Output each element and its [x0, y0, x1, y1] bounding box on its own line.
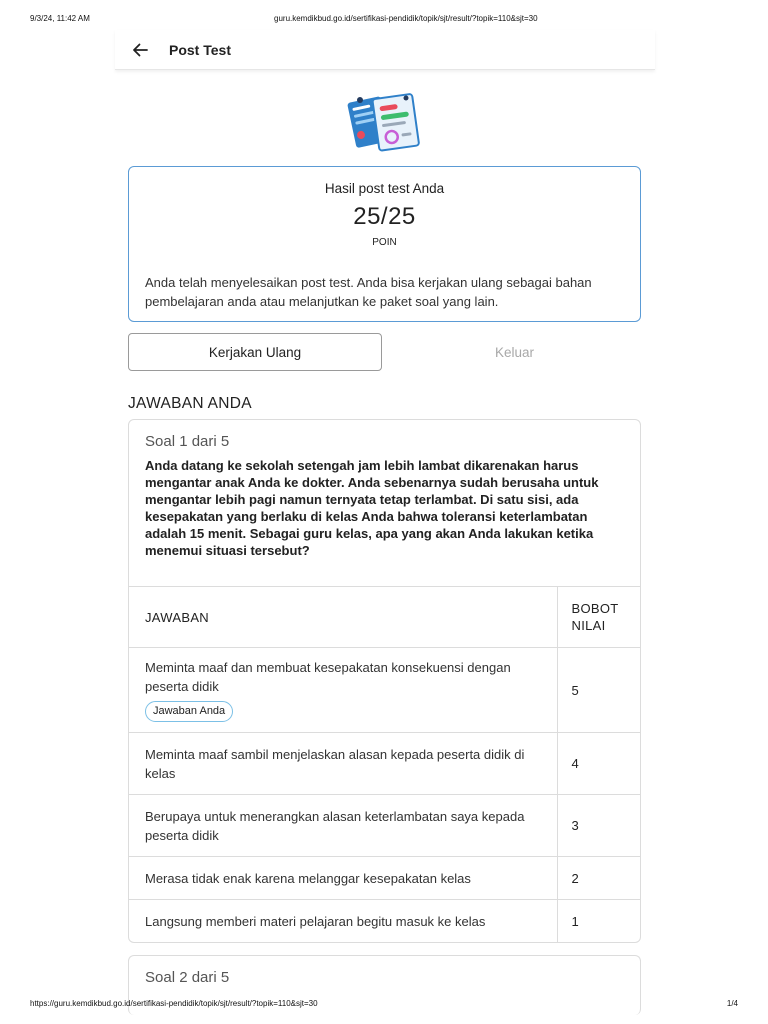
print-header: [0, 14, 768, 26]
answer-text: Meminta maaf dan membuat kesepakatan konsekuensi dengan peserta didik: [145, 660, 511, 694]
exit-button[interactable]: Keluar: [388, 333, 641, 371]
result-card: [128, 166, 641, 322]
print-header-url: guru.kemdikbud.go.id/sertifikasi-pendidik/topik/sjt/result/?topik=110&sjt=30: [274, 14, 538, 23]
question-card: [128, 419, 641, 943]
answer-score: 1: [557, 900, 640, 944]
score-header-line2: NILAI: [571, 618, 606, 633]
table-row: [129, 648, 640, 733]
page-title: Post Test: [169, 41, 231, 58]
answers-section-title: JAWABAN ANDA: [128, 395, 252, 412]
redo-button[interactable]: Kerjakan Ulang: [128, 333, 382, 371]
question-text: Anda datang ke sekolah setengah jam lebih lambat dikarenakan harus mengantar anak Anda ke dokter. Anda sebenarnya sudah berusaha untuk mengantar lebih pagi namun ternyata tetap terlambat. Di satu sisi, ada kesepakatan yang berlaku di kelas Anda bahwa toleransi keterlambatan adalah 15 menit. Sebagai guru kelas, apa yang akan Anda lakukan ketika menemui situasi tersebut?: [145, 458, 599, 558]
answer-text: Berupaya untuk menerangkan alasan keterlambatan saya kepada peserta didik: [129, 795, 557, 857]
result-title: Hasil post test Anda: [324, 181, 445, 196]
answer-score: 3: [557, 795, 640, 857]
answer-score: 2: [557, 857, 640, 900]
result-message: Anda telah menyelesaikan post test. Anda bisa kerjakan ulang sebagai bahan pembelajaran anda atau melanjutkan ke paket soal yang lain.: [145, 275, 592, 309]
table-row: [129, 900, 640, 944]
answer-score: 4: [557, 733, 640, 795]
answer-score: 5: [557, 648, 640, 733]
print-footer-url: https://guru.kemdikbud.go.id/sertifikasi-pendidik/topik/sjt/result/?topik=110&sjt=30: [30, 999, 318, 1008]
result-unit: POIN: [372, 237, 397, 248]
result-score: 25/25: [353, 203, 416, 230]
answer-table: [129, 586, 640, 943]
answer-text: Meminta maaf sambil menjelaskan alasan kepada peserta didik di kelas: [129, 733, 557, 795]
answer-cell: [129, 648, 557, 733]
question-number: Soal 2 dari 5: [145, 969, 230, 986]
score-column-header: [557, 587, 640, 648]
app-bar: [115, 30, 655, 70]
table-row: [129, 795, 640, 857]
score-header-line1: BOBOT: [571, 601, 619, 616]
arrow-left-icon: [131, 41, 149, 59]
your-answer-badge: Jawaban Anda: [145, 701, 233, 722]
print-page-number: 1/4: [726, 999, 738, 1008]
question-number: Soal 1 dari 5: [145, 433, 230, 450]
back-button[interactable]: [129, 39, 151, 61]
table-row: [129, 857, 640, 900]
table-row: [129, 733, 640, 795]
answer-column-header: JAWABAN: [129, 587, 557, 648]
documents-illustration-icon: [346, 90, 426, 156]
print-datetime: 9/3/24, 11:42 AM: [30, 14, 90, 23]
answer-text: Merasa tidak enak karena melanggar kesepakatan kelas: [129, 857, 557, 900]
answer-text: Langsung memberi materi pelajaran begitu masuk ke kelas: [129, 900, 557, 944]
print-footer: [0, 999, 768, 1011]
